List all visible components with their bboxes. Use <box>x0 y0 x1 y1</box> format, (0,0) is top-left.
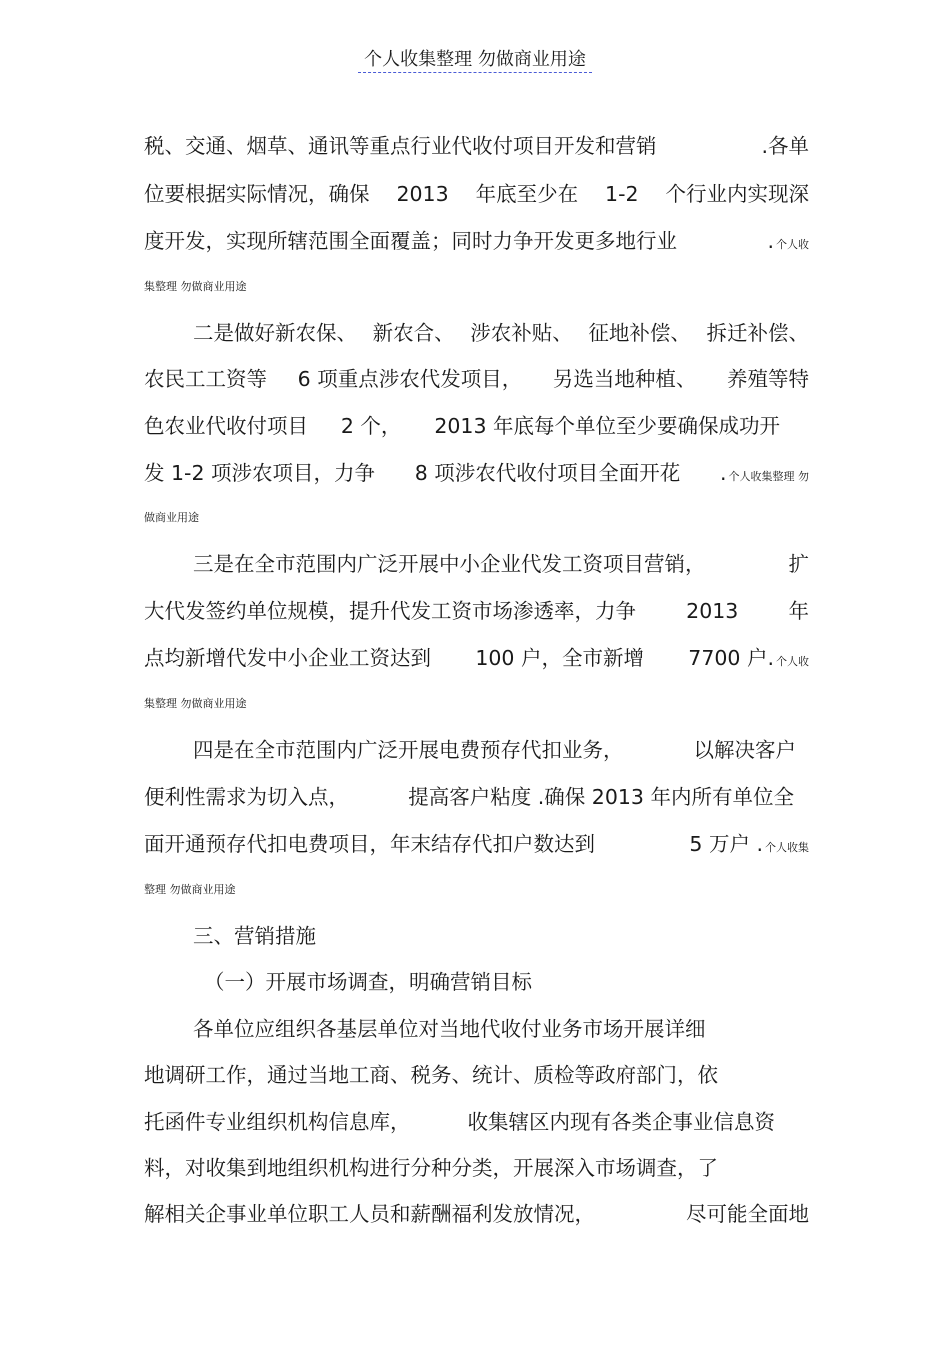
text-segment: 发 1-2 项涉农项目，力争 <box>144 461 376 485</box>
text-segment: 5 万户 . <box>689 832 763 856</box>
text-segment: 2 个， <box>340 414 402 438</box>
text-segment: 8 项涉农代收付项目全面开花 <box>414 461 681 485</box>
text-segment: 农民工工资等 <box>144 367 267 391</box>
text-line <box>144 1199 809 1229</box>
subsection-heading <box>204 967 869 997</box>
text-segment: 各单位应组织各基层单位对当地代收付业务市场开展详细 <box>193 1017 706 1041</box>
text-segment: 托函件专业组织机构信息库， <box>144 1110 411 1134</box>
text-segment: （一）开展市场调查，明确营销目标 <box>204 970 532 994</box>
text-segment: 新农合、 <box>372 321 455 345</box>
text-segment: 以解决客户 <box>693 738 796 762</box>
text-segment: 1-2 <box>605 182 639 206</box>
text-segment-with-note <box>720 458 809 488</box>
inline-note: 个人收集 <box>765 841 809 854</box>
text-segment: 个行业内实现深 <box>665 182 809 206</box>
inline-note: 个人收 <box>776 238 809 251</box>
text-segment: 地调研工作，通过当地工商、税务、统计、质检等政府部门，依 <box>144 1063 718 1087</box>
text-segment: 三是在全市范围内广泛开展中小企业代发工资项目营销， <box>193 552 706 576</box>
text-segment: 二是做好新农保、 <box>193 321 357 345</box>
text-segment: 另选当地种植、 <box>552 367 697 391</box>
text-line <box>193 1014 809 1044</box>
text-segment-with-note <box>689 829 809 859</box>
text-segment: 点均新增代发中小企业工资达到 <box>144 646 431 670</box>
text-segment: 便利性需求为切入点， <box>144 785 349 809</box>
text-line <box>144 458 809 488</box>
text-line <box>144 364 809 394</box>
note-line: 做商业用途 <box>144 511 199 524</box>
text-line <box>144 226 809 256</box>
text-segment: 拆迁补偿、 <box>706 321 809 345</box>
inline-note: 个人收集整理 勿 <box>728 470 809 483</box>
text-segment: 年底至少在 <box>475 182 579 206</box>
header-text: 个人收集整理 勿做商业用途 <box>358 49 592 73</box>
page-header-watermark <box>0 47 950 73</box>
text-segment: . <box>767 229 774 253</box>
inline-note: 个人收 <box>776 655 809 668</box>
text-line <box>144 1153 809 1183</box>
text-segment: 色农业代收付项目 <box>144 414 308 438</box>
text-line <box>144 1060 809 1090</box>
text-segment: 7700 户. <box>688 646 774 670</box>
note-line: 集整理 勿做商业用途 <box>144 697 247 710</box>
text-line <box>193 549 809 579</box>
text-segment: 2013 年底每个单位至少要确保成功开 <box>434 414 780 438</box>
text-line <box>144 131 809 161</box>
text-line <box>144 643 809 673</box>
text-segment-with-note <box>767 226 809 256</box>
note-line: 整理 勿做商业用途 <box>144 883 236 896</box>
text-segment: 位要根据实际情况，确保 <box>144 182 370 206</box>
text-segment-with-note <box>688 643 809 673</box>
text-segment: 养殖等特 <box>726 367 809 391</box>
text-line <box>144 782 794 812</box>
note-line: 集整理 勿做商业用途 <box>144 280 247 293</box>
text-segment: 四是在全市范围内广泛开展电费预存代扣业务， <box>193 738 624 762</box>
section-heading <box>193 921 809 951</box>
text-segment: 2013 <box>396 182 449 206</box>
text-segment: 面开通预存代扣电费项目，年末结存代扣户数达到 <box>144 832 595 856</box>
text-segment: 年 <box>788 599 809 623</box>
text-segment: 三、营销措施 <box>193 924 316 948</box>
text-segment: 尽可能全面地 <box>686 1202 809 1226</box>
text-segment: 解相关企事业单位职工人员和薪酬福利发放情况， <box>144 1202 595 1226</box>
text-segment: . <box>719 461 727 485</box>
text-segment: .各单 <box>761 134 809 158</box>
text-line <box>193 318 809 348</box>
text-line <box>144 179 809 209</box>
text-segment: 提高客户粘度 .确保 2013 年内所有单位全 <box>408 785 794 809</box>
text-segment: 收集辖区内现有各类企事业信息资 <box>467 1110 775 1134</box>
text-segment: 2013 <box>686 599 739 623</box>
text-segment: 大代发签约单位规模，提升代发工资市场渗透率，力争 <box>144 599 636 623</box>
text-line <box>193 735 796 765</box>
text-segment: 涉农补贴、 <box>470 321 573 345</box>
text-line <box>144 829 809 859</box>
text-line <box>144 596 809 626</box>
text-segment: 100 户，全市新增 <box>475 646 644 670</box>
text-segment: 税、交通、烟草、通讯等重点行业代收付项目开发和营销 <box>144 134 657 158</box>
text-segment: 度开发，实现所辖范围全面覆盖；同时力争开发更多地行业 <box>144 229 677 253</box>
text-segment: 扩 <box>788 552 809 576</box>
text-segment: 料，对收集到地组织机构进行分种分类，开展深入市场调查，了 <box>144 1156 718 1180</box>
text-segment: 征地补偿、 <box>588 321 691 345</box>
text-line <box>144 1107 775 1137</box>
text-segment: 6 项重点涉农代发项目， <box>297 367 523 391</box>
text-line <box>144 411 780 441</box>
